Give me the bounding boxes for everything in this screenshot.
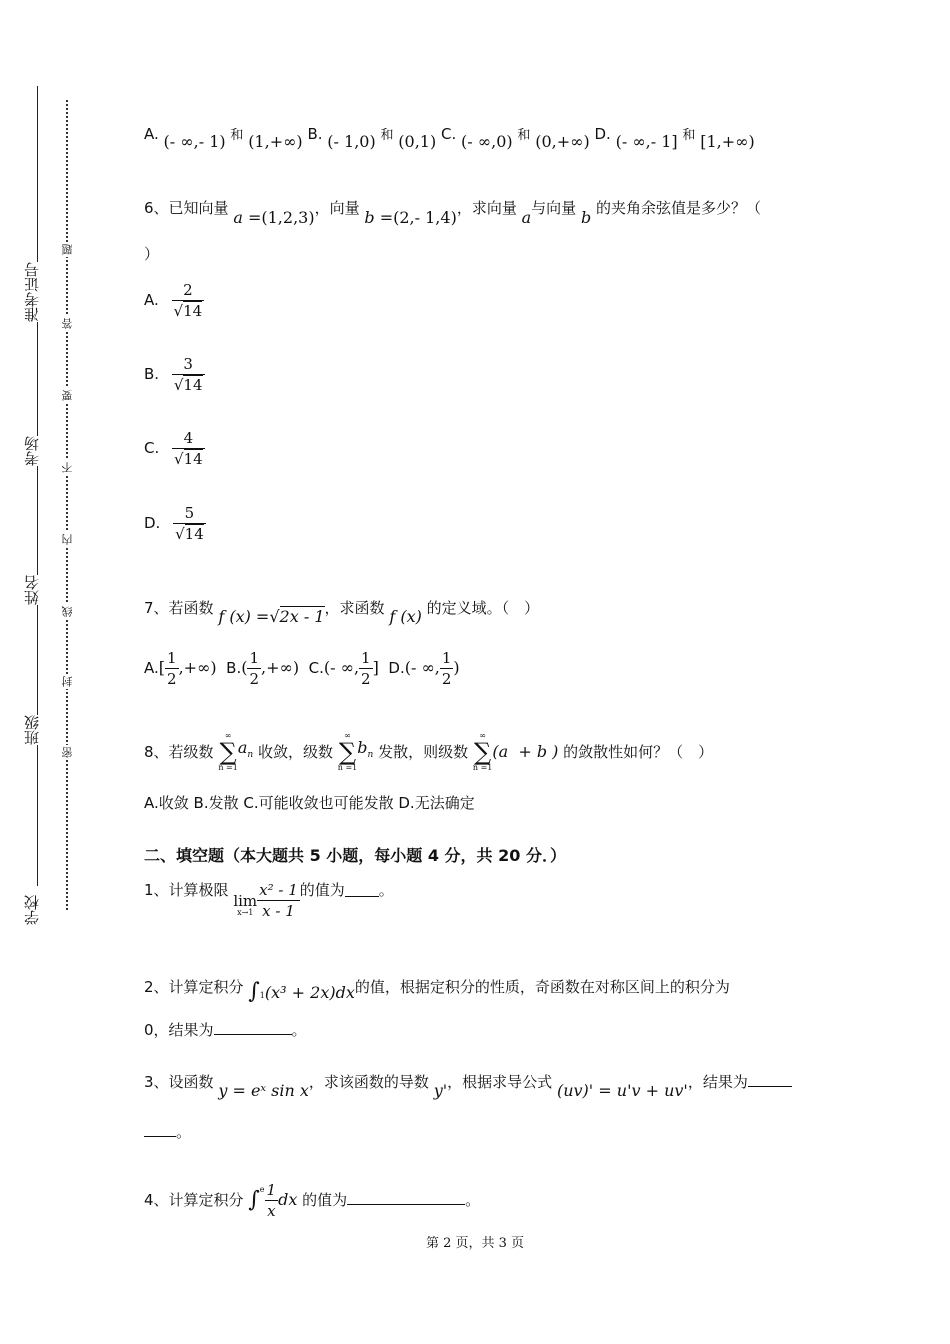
denominator: √14 [174,450,203,468]
bracket: ) [453,658,460,677]
option-label: B. [307,125,323,143]
sigma-symbol: ∑ [219,738,237,766]
fraction [172,354,205,395]
denominator: √14 [173,376,203,394]
math-interval: (1,+∞) [248,132,303,151]
series-term [357,738,374,761]
option-label: D. [388,659,405,677]
radicand: 14 [183,376,203,394]
bracket: ( [241,658,248,677]
option-label: B. [226,659,242,677]
fraction [172,280,205,321]
bracket: ] [372,658,379,677]
fraction [172,428,205,469]
math-interval: (- ∞,0) [461,132,513,151]
and-word: 和 [230,128,244,143]
fill-question-3 [144,1070,792,1100]
seal-char: 封 [61,676,74,687]
numerator: 1 [167,649,177,667]
denominator: 2 [167,670,177,688]
bracket: [ [158,658,166,677]
sigma-symbol: ∑ [338,738,357,766]
numerator: 4 [183,429,194,447]
fill-text: ，结果为 [687,1073,748,1091]
margin-school: 学校 [23,895,41,925]
option-label: A. [144,125,159,143]
seal-char: 内 [61,534,74,545]
fraction-half [359,648,373,689]
radicand: 2x - 1 [279,607,325,626]
numerator: x² - 1 [259,881,298,899]
q8-text: 发散，则级数 [378,743,469,761]
q6-text: 6、已知向量 [144,199,229,217]
q6-text: ，求向量 [456,199,517,217]
math-vector-b [364,208,456,227]
q6-option-c [144,428,205,469]
numerator: 1 [266,1181,277,1199]
fraction-half [440,648,454,689]
option-label: C. [441,125,457,143]
fill-text: 0，结果为 [144,1021,214,1039]
math-derivative: y' [433,1081,448,1100]
sum-lower: n =1 [218,763,238,772]
option-label: C. [308,659,324,677]
numerator: 1 [441,649,452,667]
fill-text: 。 [291,1021,307,1039]
summation [338,732,358,772]
option-label: D. [594,125,611,143]
option-label: C. [144,439,160,457]
summation [473,732,493,772]
denominator: 2 [249,670,260,688]
q8-text: 的敛散性如何？（ ） [563,743,714,761]
q8-stem [144,732,713,772]
q6-option-a [144,280,204,321]
interval-start: (- ∞, [323,658,360,677]
math-function: y = eˣ sin x [218,1081,309,1100]
fill-question-4 [144,1180,480,1221]
var-b: b [364,208,375,227]
series-term: (a + b ) [492,742,559,761]
fraction-half [165,648,179,689]
fill-text: 。 [378,881,394,899]
q7-stem [144,598,540,626]
sum-upper: ∞ [479,731,486,740]
math-integral [248,1181,298,1220]
fill-text: 的值，根据定积分的性质，奇函数在对称区间上的积分为 [354,978,730,996]
math-product-rule: (uv)' = u'v + uv' [556,1081,688,1100]
radicand: 14 [183,302,203,320]
option-label: B. [144,365,160,383]
margin-rule [37,86,38,886]
function-f: f (x) [389,607,422,626]
seal-char: 答 [61,318,74,329]
option-label: A. [144,291,159,309]
denominator: x - 1 [257,900,300,921]
fraction [265,1180,279,1221]
integral-bound: 1 [259,991,265,1000]
math-interval: (0,1) [398,132,437,151]
option-label: A. [144,659,159,677]
denominator: √14 [173,302,203,320]
page-footer: 第 2 页，共 3 页 [425,1236,525,1251]
subscript-n: n [367,750,374,761]
q6-text: 的夹角余弦值是多少？（ [595,199,761,217]
and-word: 和 [380,128,394,143]
interval-start: (- ∞, [404,658,440,677]
vector-a-value: =(1,2,3) [247,208,315,227]
seal-char: 题 [61,244,74,255]
margin-column [0,0,80,1344]
lim-subscript: x→1 [237,908,254,917]
and-word: 和 [517,128,531,143]
answer-blank[interactable] [748,1070,792,1087]
fraction-half [247,648,261,689]
denominator: 2 [441,670,452,688]
q8-text: 收敛，级数 [257,743,333,761]
integral-bound: e [259,1185,265,1194]
q6-text: ，向量 [314,199,360,217]
margin-ticket: 准考证号 [23,262,41,322]
fill-text: 4、计算定积分 [144,1191,244,1209]
sum-upper: ∞ [344,731,351,740]
math-interval: (- ∞,- 1) [163,132,226,151]
seal-char: 密 [61,747,74,758]
q6-stem [144,198,761,227]
integral-sign: ∫ [248,979,260,1004]
fill-question-2-cont [144,1018,307,1040]
q8-options: A.收敛 B.发散 C.可能收敛也可能发散 D.无法确定 [144,794,475,812]
radicand: 14 [183,450,203,468]
numerator: 2 [183,281,193,299]
math-interval: (0,+∞) [535,132,590,151]
q7-text: 的定义域。（ ） [426,599,540,617]
integral-sign: ∫ [248,1187,260,1213]
radicand: 14 [184,525,204,543]
var-a: a [233,208,243,227]
denominator: √14 [175,525,204,543]
math-function: f (x) =√2x - 1 [218,607,325,626]
sum-upper: ∞ [224,731,232,740]
q6-close: ） [144,245,160,263]
math-interval: (- 1,0) [327,132,376,151]
sigma-symbol: ∑ [474,738,492,766]
sum-lower: n =1 [472,763,493,772]
fraction [173,503,206,544]
fill-text: 的值为 [299,881,345,899]
fill-text: 1、计算极限 [144,881,229,899]
series-term [237,738,254,761]
fill-text: 2、计算定积分 [144,978,244,996]
var-b: b [580,208,592,227]
math-integral [248,979,355,1004]
q5-options [144,124,755,151]
fraction [257,880,300,921]
numerator: 5 [184,504,195,522]
fill-text: ，求该函数的导数 [308,1073,429,1091]
seal-char: 要 [61,390,74,401]
var-a: a [521,208,532,227]
fill-text: 。 [176,1123,192,1141]
answer-blank[interactable] [214,1018,292,1035]
math-limit [233,894,257,917]
q7-text: 7、若函数 [144,599,214,617]
margin-room: 考场 [23,436,41,466]
and-word: 和 [682,128,696,143]
q6-option-d [144,503,206,544]
margin-name: 姓名 [23,575,41,605]
seal-char: 不 [61,462,74,473]
fill-text: 的值为 [302,1191,348,1209]
fill-text: 。 [465,1191,481,1209]
answer-blank[interactable] [347,1188,465,1205]
subscript-n: n [247,750,254,761]
math-interval: [1,+∞) [700,132,755,151]
fill-question-2 [144,976,730,1004]
q6-option-b [144,354,205,395]
fill-question-3-cont [144,1120,191,1142]
summation [218,732,238,772]
function-f: f (x) = [218,607,270,626]
differential: dx [278,1190,298,1209]
q7-text: ，求函数 [324,599,385,617]
q7-options [144,648,460,689]
seal-char: 线 [61,606,74,617]
denominator: x [265,1200,279,1221]
integrand: (x³ + 2x)dx [264,983,355,1002]
section-heading: 二、填空题（本大题共 5 小题，每小题 4 分，共 20 分．） [144,846,566,865]
term-a: a [237,738,248,758]
q6-text: 与向量 [531,199,577,217]
numerator: 3 [183,355,193,373]
margin-class: 班级 [23,715,41,745]
fill-text: 3、设函数 [144,1073,214,1091]
seal-dotted-line [66,100,68,910]
numerator: 1 [249,649,260,667]
numerator: 1 [361,649,371,667]
fill-question-1 [144,880,394,921]
math-interval: (- ∞,- 1] [615,132,678,151]
answer-blank[interactable] [144,1120,176,1137]
interval-end: ,+∞) [178,658,217,677]
option-label: D. [144,514,161,532]
lim-word: lim [233,892,258,910]
vector-b-value: =(2,- 1,4) [379,208,457,227]
math-vector-a [233,208,314,227]
sum-lower: n =1 [337,763,358,772]
answer-blank[interactable] [345,880,379,897]
term-b: b [357,738,368,758]
denominator: 2 [361,670,371,688]
fill-text: ，根据求导公式 [447,1073,553,1091]
q8-text: 8、若级数 [144,743,214,761]
interval-end: ,+∞) [261,658,300,677]
